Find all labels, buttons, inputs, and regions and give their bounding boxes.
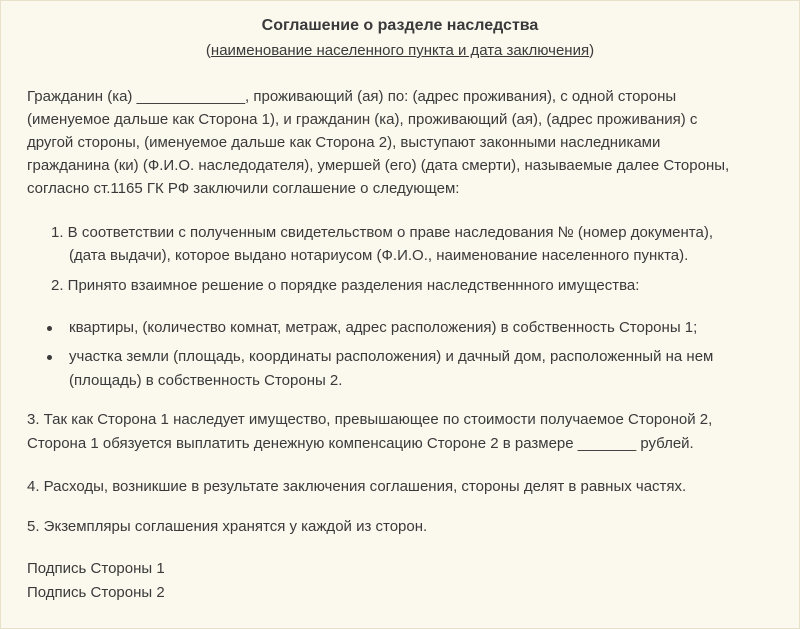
bullet-icon <box>47 326 52 331</box>
intro-line: Гражданин (ка) _____________, проживающий (ая) по: (адрес проживания), с одной стороны <box>27 88 677 105</box>
clause-3-line: 3. Так как Сторона 1 наследует имущество, превышающее по стоимости получаемое Стороной 2, <box>27 411 713 428</box>
signature-line-party-2: Подпись Стороны 2 <box>27 584 165 601</box>
document-subtitle-text: наименование населенного пункта и дата заключения <box>210 42 590 59</box>
clause-3-line: Сторона 1 обязуется выплатить денежную компенсацию Стороне 2 в размере _______ рублей. <box>27 435 694 452</box>
list-item-2-line: 2. Принято взаимное решение о порядке разделения наследственнного имущества: <box>51 277 640 294</box>
document-title: Соглашение о разделе наследства <box>261 17 539 34</box>
bullet-icon <box>47 355 52 360</box>
signature-line-party-1: Подпись Стороны 1 <box>27 560 165 577</box>
list-item-1-line: (дата выдачи), которое выдано нотариусом (Ф.И.О., наименование населенного пункта). <box>69 247 689 264</box>
list-item-1-line: 1. В соответствии с полученным свидетельством о праве наследования № (номер документа), <box>51 224 713 241</box>
intro-line: (именуемое дальше как Сторона 1), и гражданин (ка), проживающий (ая), (адрес проживания) с <box>27 111 698 128</box>
clause-5-line: 5. Экземпляры соглашения хранятся у каждой из сторон. <box>27 518 428 535</box>
bullet-item-line: участка земли (площадь, координаты расположения) и дачный дом, расположенный на нем <box>69 348 714 365</box>
intro-line: согласно ст.1165 ГК РФ заключили соглашение о следующем: <box>27 180 460 197</box>
bullet-item-line: (площадь) в собственность Стороны 2. <box>69 372 343 389</box>
document-subtitle: (наименование населенного пункта и дата заключения) <box>205 42 595 59</box>
intro-line: другой стороны, (именуемое дальше как Сторона 2), выступают законными наследниками <box>27 134 661 151</box>
intro-line: гражданина (ки) (Ф.И.О. наследодателя), умершей (его) (дата смерти), называемые далее Стороны, <box>27 157 730 174</box>
clause-4-line: 4. Расходы, возникшие в результате заключения соглашения, стороны делят в равных частях. <box>27 478 687 495</box>
bullet-item-line: квартиры, (количество комнат, метраж, адрес расположения) в собственность Стороны 1; <box>69 319 698 336</box>
